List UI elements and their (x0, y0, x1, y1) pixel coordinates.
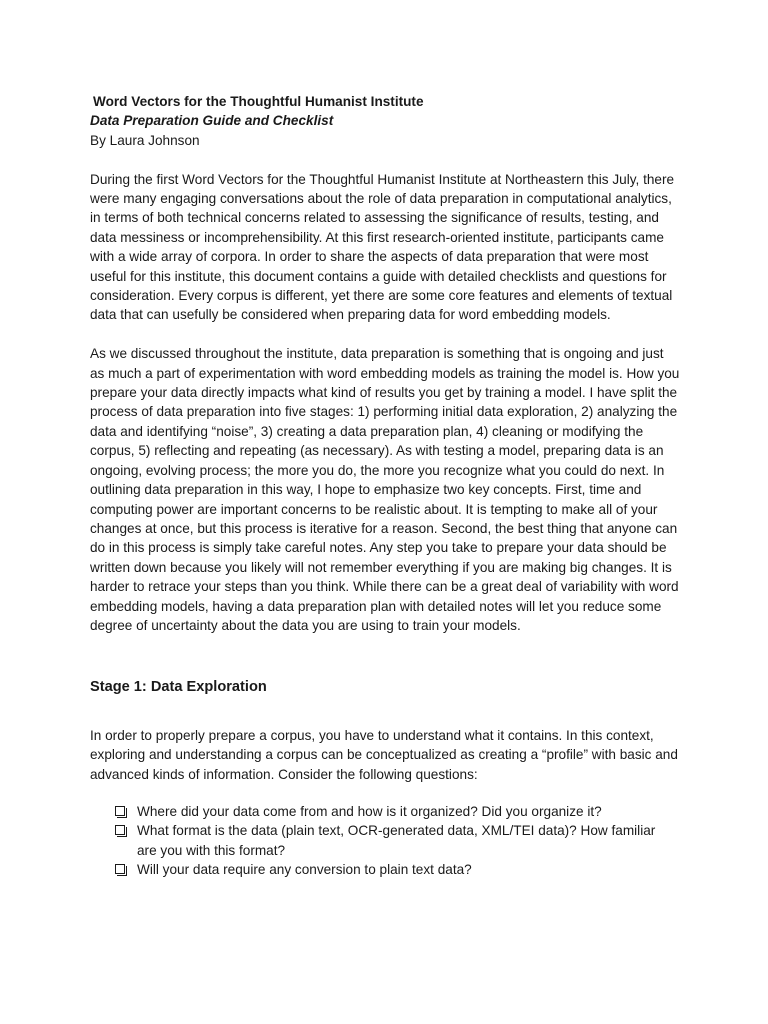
document-byline: By Laura Johnson (90, 132, 200, 148)
checkbox-icon (115, 806, 125, 816)
section-heading-stage-1: Stage 1: Data Exploration (90, 679, 267, 696)
checklist-item (90, 860, 680, 879)
intro-paragraph-1: During the first Word Vectors for the Thoughtful Humanist Institute at Northeastern this July, there were many engaging conversations about the role of data preparation in computational analytics, in terms of both technical concerns related to assessing the significance of results, testing, and data messiness or incomprehensibility. At this first research-oriented institute, participants came with a wide array of corpora. In order to share the aspects of data preparation that were most useful for this institute, this document contains a guide with detailed checklists and questions for consideration. Every corpus is different, yet there are some core features and elements of textual data that can usefully be considered when preparing data for word embedding models. (90, 171, 675, 323)
checklist-item (90, 821, 680, 860)
checkbox-icon (115, 825, 125, 835)
document-subtitle: Data Preparation Guide and Checklist (90, 113, 334, 129)
checklist-item-text: Where did your data come from and how is it organized? Did you organize it? (137, 803, 602, 819)
document-page (90, 92, 680, 880)
checklist-item (90, 802, 680, 821)
stage-1-intro-paragraph: In order to properly prepare a corpus, you have to understand what it contains. In this context, exploring and understanding a corpus can be conceptualized as creating a “profile” with basic and advanced kinds of information. Consider the following questions: (90, 727, 678, 782)
stage-1-checklist (90, 802, 680, 880)
document-title: Word Vectors for the Thoughtful Humanist Institute (93, 94, 424, 109)
checklist-item-text: What format is the data (plain text, OCR-generated data, XML/TEI data)? How familiar are you with this format? (137, 823, 656, 858)
checkbox-icon (115, 864, 125, 874)
intro-paragraph-2: As we discussed throughout the institute, data preparation is something that is ongoing and just as much a part of experimentation with word embedding models as training the model is. How you prepare your data directly impacts what kind of results you get by training a model. I have split the process of data preparation into five stages: 1) performing initial data exploration, 2) analyzing the data and identifying “noise”, 3) creating a data preparation plan, 4) cleaning or modifying the corpus, 5) reflecting and repeating (as necessary). As with testing a model, preparing data is an ongoing, evolving process; the more you do, the more you recognize what you could do next. In outlining data preparation in this way, I hope to emphasize two key concepts. First, time and computing power are important concerns to be realistic about. It is tempting to make all of your changes at once, but this process is iterative for a reason. Second, the best thing that anyone can do in this process is simply take careful notes. Any step you take to prepare your data should be written down because you likely will not remember everything if you are making big changes. It is harder to retrace your steps than you think. While there can be a great deal of variability with word embedding models, having a data preparation plan with detailed notes will let you reduce some degree of uncertainty about the data you are using to train your models. (90, 346, 680, 633)
checklist-item-text: Will your data require any conversion to plain text data? (137, 862, 472, 878)
